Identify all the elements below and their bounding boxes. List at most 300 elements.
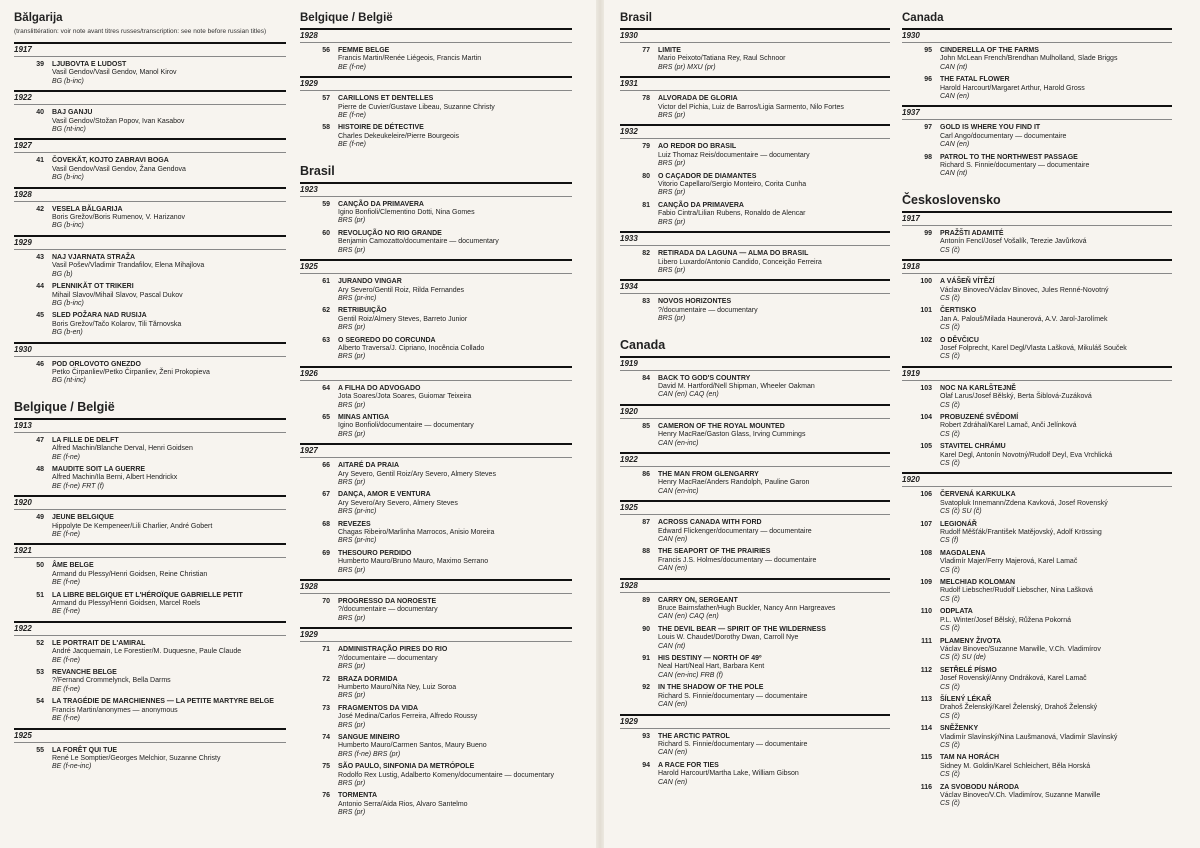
archive-code: BE (f-ne) bbox=[338, 141, 367, 149]
year-heading: 1927 bbox=[14, 138, 286, 153]
film-credits: Rudolf Měšťák/František Matějovský, Adolf Krössing bbox=[940, 529, 1102, 537]
film-credits: Ary Severo/Ary Severo, Almery Steves bbox=[338, 499, 458, 507]
film-title: MELCHIAD KOLOMAN bbox=[940, 579, 1016, 587]
archive-code: BRS (pr) bbox=[338, 809, 366, 817]
film-title: CARRY ON, SERGEANT bbox=[658, 596, 738, 604]
film-credits: Boris Grežov/Tačo Kolarov, Tili Tărnovska bbox=[52, 320, 182, 328]
archive-code: BRS (pr) bbox=[338, 663, 366, 671]
film-entry bbox=[620, 95, 890, 120]
film-title: SANGUE MINEIRO bbox=[338, 733, 400, 741]
film-title: VESELA BĂLGARIJA bbox=[52, 205, 123, 213]
film-title: ČERVENÁ KARKULKA bbox=[940, 491, 1016, 499]
film-title: BAJ GANJU bbox=[52, 109, 93, 117]
film-info bbox=[338, 734, 572, 759]
film-title: BACK TO GOD'S COUNTRY bbox=[658, 374, 751, 382]
film-number: 83 bbox=[642, 298, 650, 306]
film-number: 107 bbox=[920, 520, 932, 528]
film-entry bbox=[620, 47, 890, 72]
archive-code: CAN (en) CAQ (en) bbox=[658, 613, 719, 621]
film-number: 73 bbox=[322, 704, 330, 712]
archive-code: BRS (pr-inc) bbox=[338, 537, 377, 545]
film-info bbox=[940, 307, 1172, 332]
film-number: 109 bbox=[920, 579, 932, 587]
archive-code: CAN (en) bbox=[658, 565, 688, 573]
archive-code: BRS (pr-inc) bbox=[338, 294, 377, 302]
film-number: 80 bbox=[642, 172, 650, 180]
film-number: 54 bbox=[36, 698, 44, 706]
archive-code: CS (č) bbox=[940, 800, 960, 808]
film-entry bbox=[902, 414, 1172, 439]
film-number: 81 bbox=[642, 201, 650, 209]
film-credits: Fabio Cintra/Lilian Rubens, Ronaldo de Alencar bbox=[658, 210, 806, 218]
film-title: BRAZA DORMIDA bbox=[338, 675, 398, 683]
film-title: HIS DESTINY — NORTH OF 49º bbox=[658, 655, 762, 663]
film-number: 114 bbox=[920, 725, 932, 733]
film-entry bbox=[902, 337, 1172, 362]
archive-code: BRS (pr) bbox=[338, 246, 366, 254]
film-title: MAUDITE SOIT LA GUERRE bbox=[52, 465, 146, 473]
film-number: 94 bbox=[642, 761, 650, 769]
film-entry bbox=[902, 638, 1172, 663]
film-title: LA TRAGÉDIE DE MARCHIENNES — LA PETITE MARTYRE BELGE bbox=[52, 698, 274, 706]
film-credits: Harold Harcourt/Martha Lake, William Gibson bbox=[658, 770, 799, 778]
film-credits: Rudolf Liebscher/Rudolf Liebscher, Nina Lašková bbox=[940, 587, 1093, 595]
film-credits: Chagas Ribeiro/Marlinha Marrocos, Anisio Moreira bbox=[338, 529, 495, 537]
film-credits: José Medina/Carlos Ferreira, Alfredo Roussy bbox=[338, 713, 478, 721]
film-credits: Bruce Bairnsfather/Hugh Buckler, Nancy Ann Hargreaves bbox=[658, 605, 836, 613]
film-entry bbox=[902, 154, 1172, 179]
archive-code: CS (č) bbox=[940, 595, 960, 603]
archive-code: CS (č) bbox=[940, 294, 960, 302]
film-number: 99 bbox=[924, 229, 932, 237]
archive-code: CAN (nt) bbox=[940, 170, 968, 178]
film-title: FEMME BELGE bbox=[338, 47, 390, 54]
film-credits: John McLean French/Brendhan Mulholland, Slade Briggs bbox=[940, 55, 1118, 63]
country-heading: Belgique / België bbox=[14, 399, 115, 414]
archive-code: BRS (f-ne) BRS (pr) bbox=[338, 750, 401, 758]
archive-code: BG (b-inc) bbox=[52, 222, 84, 230]
film-number: 105 bbox=[920, 443, 932, 451]
year-heading: 1929 bbox=[300, 76, 572, 91]
film-number: 70 bbox=[322, 598, 330, 606]
year-heading: 1937 bbox=[902, 105, 1172, 120]
country-heading: Československo bbox=[902, 192, 1001, 207]
film-entry bbox=[902, 696, 1172, 721]
film-number: 77 bbox=[642, 47, 650, 54]
film-number: 42 bbox=[36, 205, 44, 213]
film-title: LE PORTRAIT DE L'AMIRAL bbox=[52, 639, 146, 647]
film-credits: Richard S. Finnie/documentary — documentaire bbox=[658, 692, 808, 700]
film-title: THE SEAPORT OF THE PRAIRIES bbox=[658, 548, 771, 556]
film-info bbox=[52, 698, 286, 723]
year-heading: 1922 bbox=[14, 90, 286, 105]
film-info bbox=[658, 626, 890, 651]
film-info bbox=[940, 154, 1172, 179]
film-number: 101 bbox=[920, 307, 932, 315]
film-credits: Olaf Larus/Josef Bělský, Berta Šiblová-Zuzáková bbox=[940, 393, 1092, 401]
film-info bbox=[338, 646, 572, 671]
film-credits: Charles Dekeukeleire/Pierre Bourgeois bbox=[338, 132, 460, 140]
country-heading: Canada bbox=[620, 337, 666, 352]
film-credits: Václav Binovec/Suzanne Marwille, V.Ch. Vladimírov bbox=[940, 645, 1101, 653]
year-heading: 1927 bbox=[300, 443, 572, 458]
film-title: REVEZES bbox=[338, 520, 371, 528]
film-title: LIMITE bbox=[658, 47, 681, 54]
film-credits: Francis Martin/Renée Liégeois, Francis Martin bbox=[338, 55, 482, 63]
film-title: CANÇÃO DA PRIMAVERA bbox=[338, 200, 424, 208]
film-entry bbox=[620, 684, 890, 709]
film-entry bbox=[902, 550, 1172, 575]
film-entry bbox=[14, 514, 286, 539]
film-entry bbox=[300, 491, 572, 516]
archive-code: BE (f-ne) bbox=[52, 531, 81, 538]
film-credits: David M. Hartford/Nell Shipman, Wheeler Oakman bbox=[658, 382, 815, 390]
film-info bbox=[52, 640, 286, 665]
year-heading: 1925 bbox=[620, 500, 890, 515]
archive-code: BRS (pr) bbox=[338, 566, 366, 574]
film-info bbox=[658, 684, 890, 709]
film-credits: Humberto Mauro/Nita Ney, Luiz Soroa bbox=[338, 683, 457, 691]
film-entry bbox=[300, 337, 572, 362]
archive-code: BE (f-ne) bbox=[52, 453, 81, 461]
film-entry bbox=[14, 61, 286, 86]
film-entry bbox=[902, 385, 1172, 410]
country-heading: Canada bbox=[902, 12, 944, 24]
film-entry bbox=[902, 491, 1172, 516]
film-title: SNĚŽENKY bbox=[940, 725, 979, 733]
film-info bbox=[52, 283, 286, 308]
film-number: 78 bbox=[642, 95, 650, 103]
film-number: 96 bbox=[924, 76, 932, 84]
archive-code: CS (č) bbox=[940, 741, 960, 749]
archive-code: CAN (en) bbox=[940, 93, 970, 101]
film-info bbox=[940, 414, 1172, 439]
film-entry bbox=[300, 646, 572, 671]
film-info bbox=[52, 466, 286, 491]
archive-code: CAN (en) bbox=[940, 141, 970, 149]
film-title: AO REDOR DO BRASIL bbox=[658, 143, 737, 151]
country-heading: Belgique / België bbox=[300, 12, 393, 24]
archive-code: BRS (pr) bbox=[658, 315, 686, 323]
film-title: LA FORÊT QUI TUE bbox=[52, 746, 118, 754]
film-number: 108 bbox=[920, 549, 932, 557]
country-section bbox=[620, 12, 890, 324]
film-credits: Svatopluk Innemann/Zdena Kavková, Josef Rovenský bbox=[940, 499, 1108, 507]
film-credits: Drahoš Želenský/Karel Želenský, Drahoš Želenský bbox=[940, 704, 1098, 712]
archive-code: CS (č) bbox=[940, 430, 960, 438]
archive-code: CAN (en-inc) bbox=[658, 439, 699, 447]
film-title: ALVORADA DE GLORIA bbox=[658, 95, 738, 103]
film-info bbox=[940, 124, 1172, 149]
film-credits: Vasil Gendov/Vasil Gendov, Manol Kirov bbox=[52, 69, 177, 77]
column-4 bbox=[902, 6, 1172, 848]
film-info bbox=[658, 202, 890, 227]
film-number: 49 bbox=[36, 514, 44, 522]
year-heading: 1920 bbox=[902, 472, 1172, 487]
archive-code: BG (nt-inc) bbox=[52, 126, 86, 134]
film-credits: Francis J.S. Holmes/documentary — documentaire bbox=[658, 556, 817, 564]
film-entry bbox=[902, 521, 1172, 546]
country-section bbox=[620, 338, 890, 787]
book-gutter bbox=[596, 0, 604, 848]
film-title: ČERTISKO bbox=[940, 307, 977, 315]
film-entry bbox=[14, 562, 286, 587]
film-number: 106 bbox=[920, 491, 932, 499]
film-title: JURANDO VINGAR bbox=[338, 278, 402, 286]
film-info bbox=[940, 491, 1172, 516]
film-credits: Josef Folprecht, Karel Degl/Vlasta Lašková, Mikuláš Souček bbox=[940, 344, 1127, 352]
archive-code: CS (č) bbox=[940, 246, 960, 254]
archive-code: CS (f) bbox=[940, 537, 959, 545]
country-section bbox=[902, 12, 1172, 179]
archive-code: BRS (pr) bbox=[658, 160, 686, 168]
country-section bbox=[300, 164, 572, 818]
film-title: THE ARCTIC PATROL bbox=[658, 732, 730, 740]
film-entry bbox=[300, 47, 572, 72]
archive-code: CAN (en) CAQ (en) bbox=[658, 391, 719, 399]
film-info bbox=[52, 747, 286, 772]
film-number: 87 bbox=[642, 519, 650, 527]
film-number: 92 bbox=[642, 684, 650, 692]
film-credits: Boris Grežov/Boris Rumenov, V. Harizanov bbox=[52, 214, 186, 222]
film-number: 97 bbox=[924, 124, 932, 132]
film-info bbox=[940, 521, 1172, 546]
film-credits: Ary Severo, Gentil Roiz/Ary Severo, Almery Steves bbox=[338, 470, 496, 478]
film-info bbox=[658, 548, 890, 573]
year-heading: 1919 bbox=[902, 366, 1172, 381]
film-number: 66 bbox=[322, 462, 330, 470]
film-credits: Neal Hart/Neal Hart, Barbara Kent bbox=[658, 663, 765, 671]
archive-code: CAN (nt) bbox=[658, 642, 686, 650]
film-entry bbox=[620, 597, 890, 622]
archive-code: BRS (pr) bbox=[338, 324, 366, 332]
film-number: 89 bbox=[642, 596, 650, 604]
column-3 bbox=[620, 6, 890, 848]
year-heading: 1913 bbox=[14, 418, 286, 433]
film-info bbox=[338, 521, 572, 546]
film-title: ÂME BELGE bbox=[52, 562, 94, 570]
year-heading: 1920 bbox=[620, 404, 890, 419]
film-number: 40 bbox=[36, 109, 44, 117]
archive-code: BE (f-ne) bbox=[52, 608, 81, 616]
film-info bbox=[338, 462, 572, 487]
film-number: 69 bbox=[322, 549, 330, 557]
film-entry bbox=[902, 230, 1172, 255]
archive-code: CAN (en) bbox=[658, 536, 688, 543]
film-title: CANÇÃO DA PRIMAVERA bbox=[658, 201, 744, 209]
film-credits: Petko Čirpanliev/Petko Čirpanliev, Ženi Prokopieva bbox=[52, 368, 210, 376]
archive-code: BG (b) bbox=[52, 270, 73, 278]
film-info bbox=[52, 254, 286, 279]
film-credits: Vitorio Capellaro/Sergio Monteiro, Corita Cunha bbox=[658, 181, 807, 189]
film-credits: Mario Peixoto/Tatiana Rey, Raul Schnoor bbox=[658, 55, 786, 63]
film-number: 82 bbox=[642, 250, 650, 258]
year-heading: 1922 bbox=[620, 452, 890, 467]
archive-code: BRS (pr) bbox=[338, 614, 366, 622]
film-info bbox=[338, 550, 572, 575]
film-info bbox=[338, 230, 572, 255]
film-number: 48 bbox=[36, 465, 44, 473]
country-heading: Brasil bbox=[300, 163, 335, 178]
archive-code: BRS (pr) bbox=[338, 217, 366, 225]
archive-code: BE (f-ne) bbox=[52, 579, 81, 587]
film-entry bbox=[902, 784, 1172, 809]
film-title: LJUBOVTA E LUDOST bbox=[52, 61, 127, 68]
country-section bbox=[300, 12, 572, 150]
film-number: 46 bbox=[36, 360, 44, 368]
film-credits: Vasil Pošev/Vladimir Trandafilov, Elena Mihajlova bbox=[52, 262, 205, 270]
film-entry bbox=[620, 626, 890, 651]
film-number: 61 bbox=[322, 278, 330, 286]
film-title: ODPLATA bbox=[940, 608, 973, 616]
film-credits: P.L. Winter/Josef Bělský, Růžena Pokorná bbox=[940, 616, 1071, 624]
year-heading: 1929 bbox=[300, 627, 572, 642]
film-entry bbox=[300, 95, 572, 120]
film-title: PLAMENY ŽIVOTA bbox=[940, 637, 1002, 645]
film-credits: Humberto Mauro/Carmen Santos, Maury Bueno bbox=[338, 742, 487, 750]
film-entry bbox=[300, 462, 572, 487]
archive-code: CS (č) bbox=[940, 401, 960, 409]
film-info bbox=[940, 443, 1172, 468]
film-credits: Richard S. Finnie/documentary — documentaire bbox=[658, 740, 808, 748]
film-info bbox=[52, 437, 286, 462]
film-entry bbox=[620, 655, 890, 680]
film-entry bbox=[902, 579, 1172, 604]
film-info bbox=[338, 47, 572, 72]
archive-code: BRS (pr) bbox=[658, 266, 686, 274]
film-number: 95 bbox=[924, 47, 932, 54]
film-title: THE FATAL FLOWER bbox=[940, 76, 1010, 84]
film-entry bbox=[902, 47, 1172, 72]
film-title: LA FILLE DE DELFT bbox=[52, 436, 119, 444]
film-credits: Igino Bonfioli/documentaire — documentary bbox=[338, 422, 474, 430]
film-number: 68 bbox=[322, 520, 330, 528]
film-info bbox=[338, 414, 572, 439]
film-number: 102 bbox=[920, 336, 932, 344]
film-info bbox=[338, 307, 572, 332]
film-info bbox=[658, 597, 890, 622]
film-entry bbox=[14, 669, 286, 694]
film-title: PRAŽŠTI ADAMITÉ bbox=[940, 229, 1004, 237]
film-title: POD ORLOVOTO GNEZDO bbox=[52, 360, 141, 368]
film-title: TAM NA HORÁCH bbox=[940, 754, 1000, 762]
film-entry bbox=[14, 283, 286, 308]
film-title: MAGDALENA bbox=[940, 549, 986, 557]
archive-code: BRS (pr) bbox=[338, 430, 366, 438]
film-entry bbox=[620, 298, 890, 323]
film-credits: Luiz Thomaz Reis/documentaire — documentary bbox=[658, 151, 810, 159]
film-credits: Henry MacRae/Gaston Glass, Irving Cummings bbox=[658, 431, 806, 439]
film-entry bbox=[14, 254, 286, 279]
film-number: 115 bbox=[920, 754, 932, 762]
archive-code: BG (b-en) bbox=[52, 329, 83, 337]
film-title: ZA SVOBODU NÁRODA bbox=[940, 783, 1020, 791]
film-info bbox=[338, 124, 572, 149]
film-credits: Carl Ango/documentary — documentaire bbox=[940, 132, 1067, 140]
film-title: CAMERON OF THE ROYAL MOUNTED bbox=[658, 422, 785, 430]
year-heading: 1930 bbox=[620, 28, 890, 43]
film-credits: Alfred Machin/Ila Berni, Albert Hendrickx bbox=[52, 474, 178, 482]
film-number: 64 bbox=[322, 384, 330, 392]
film-entry bbox=[620, 143, 890, 168]
film-info bbox=[338, 705, 572, 730]
film-credits: Jota Soares/Jota Soares, Guiomar Teixeira bbox=[338, 393, 472, 401]
year-heading: 1917 bbox=[14, 42, 286, 57]
film-info bbox=[52, 562, 286, 587]
film-number: 112 bbox=[920, 666, 932, 674]
film-info bbox=[940, 550, 1172, 575]
film-entry bbox=[14, 109, 286, 134]
country-section bbox=[14, 400, 286, 772]
film-number: 47 bbox=[36, 436, 44, 444]
film-info bbox=[940, 76, 1172, 101]
film-title: LA LIBRE BELGIQUE ET L'HÉROÏQUE GABRIELLE PETIT bbox=[52, 591, 243, 599]
film-title: JEUNE BELGIQUE bbox=[52, 514, 114, 522]
film-credits: Henry MacRae/Anders Randolph, Pauline Garon bbox=[658, 479, 810, 487]
film-info bbox=[52, 514, 286, 539]
film-info bbox=[658, 655, 890, 680]
archive-code: BE (f-ne) bbox=[52, 656, 81, 664]
film-credits: Louis W. Chaudet/Dorothy Dwan, Carroll Nye bbox=[658, 634, 799, 642]
film-info bbox=[52, 109, 286, 134]
film-number: 45 bbox=[36, 312, 44, 320]
film-title: A FILHA DO ADVOGADO bbox=[338, 384, 421, 392]
film-title: DANÇA, AMOR E VENTURA bbox=[338, 491, 431, 499]
film-info bbox=[338, 598, 572, 623]
archive-code: BE (f-ne-inc) bbox=[52, 763, 92, 771]
film-info bbox=[940, 667, 1172, 692]
year-heading: 1928 bbox=[14, 187, 286, 202]
archive-code: BRS (pr) bbox=[338, 401, 366, 409]
film-info bbox=[658, 375, 890, 400]
archive-code: BRS (pr) bbox=[338, 721, 366, 729]
film-entry bbox=[300, 230, 572, 255]
year-heading: 1921 bbox=[14, 543, 286, 558]
film-number: 90 bbox=[642, 625, 650, 633]
film-number: 79 bbox=[642, 143, 650, 151]
film-title: HISTOIRE DE DÉTECTIVE bbox=[338, 124, 424, 132]
film-number: 67 bbox=[322, 491, 330, 499]
year-heading: 1920 bbox=[14, 495, 286, 510]
film-title: O DĚVČICU bbox=[940, 336, 979, 344]
film-credits: Victor del Pichia, Luiz de Barros/Ligia Sarmento, Nilo Fortes bbox=[658, 103, 844, 111]
film-entry bbox=[300, 521, 572, 546]
film-number: 88 bbox=[642, 548, 650, 556]
country-section bbox=[14, 12, 286, 386]
archive-code: BE (f-ne) bbox=[338, 63, 367, 71]
film-title: RETIRADA DA LAGUNA — ALMA DO BRASIL bbox=[658, 250, 809, 258]
year-heading: 1931 bbox=[620, 76, 890, 91]
film-title: O SEGREDO DO CORCUNDA bbox=[338, 336, 436, 344]
archive-code: BG (b-inc) bbox=[52, 77, 84, 85]
film-info bbox=[658, 298, 890, 323]
film-credits: Pierre de Cuvier/Gustave Libeau, Suzanne Christy bbox=[338, 103, 495, 111]
film-info bbox=[52, 206, 286, 231]
film-entry bbox=[14, 206, 286, 231]
film-entry bbox=[620, 375, 890, 400]
film-info bbox=[338, 792, 572, 817]
film-title: CINDERELLA OF THE FARMS bbox=[940, 47, 1039, 54]
film-credits: Alfred Machin/Blanche Derval, Henri Goidsen bbox=[52, 445, 193, 453]
film-credits: René Le Somptier/Georges Melchior, Suzanne Christy bbox=[52, 754, 221, 762]
year-heading: 1929 bbox=[620, 714, 890, 729]
film-entry bbox=[620, 423, 890, 448]
country-section bbox=[902, 193, 1172, 809]
archive-code: BG (b-inc) bbox=[52, 174, 84, 182]
film-title: ŠÍLENÝ LÉKAŘ bbox=[940, 695, 992, 703]
film-info bbox=[940, 754, 1172, 779]
archive-code: BRS (pr) MXU (pr) bbox=[658, 63, 716, 71]
